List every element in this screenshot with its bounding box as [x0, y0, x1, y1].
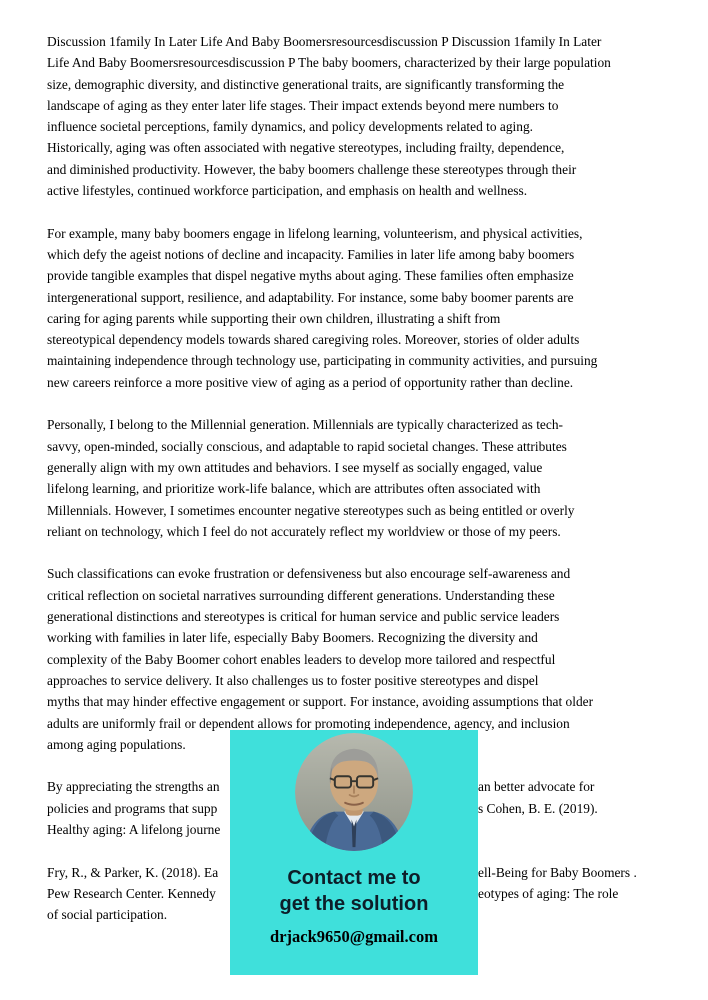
paragraph — [47, 223, 661, 393]
text-line: Millennials. However, I sometimes encounter negative stereotypes such as being entitled or overly — [47, 502, 575, 518]
text-fragment-right: ell-Being for Baby Boomers . — [478, 864, 637, 880]
text-line: working with families in later life, especially Baby Boomers. Recognizing the diversity and — [47, 630, 538, 646]
text-fragment-right: s Cohen, B. E. (2019). — [478, 800, 598, 816]
text-line: generally align with my own attitudes and behaviors. I see myself as socially engaged, value — [47, 459, 543, 475]
text-line: Historically, aging was often associated with negative stereotypes, including frailty, dependence, — [47, 140, 565, 156]
text-line: among aging populations. — [47, 736, 186, 752]
text-line: savvy, open-minded, socially conscious, and adaptable to rapid societal changes. These attributes — [47, 438, 567, 454]
text-line: reliant on technology, which I feel do not accurately reflect my worldview or those of my peers. — [47, 523, 561, 539]
contact-heading-line1: Contact me to — [287, 867, 421, 889]
text-line: provide tangible examples that dispel negative myths about aging. These families often emphasize — [47, 268, 574, 284]
text-fragment-left: Healthy aging: A lifelong journe — [47, 821, 221, 837]
text-line: complexity of the Baby Boomer cohort enables leaders to develop more tailored and respectful — [47, 651, 556, 667]
text-line: Discussion 1family In Later Life And Baby Boomersresourcesdiscussion P Discussion 1family In Later — [47, 34, 602, 49]
text-fragment-left: Pew Research Center. Kennedy — [47, 885, 216, 901]
paragraph — [47, 414, 661, 542]
text-line: caring for aging parents while supporting their own children, illustrating a shift from — [47, 310, 501, 326]
text-line: critical reflection on societal narratives surrounding different generations. Understanding these — [47, 587, 555, 603]
text-line: and diminished productivity. However, the baby boomers challenge these stereotypes through their — [47, 161, 577, 177]
text-fragment-left: of social participation. — [47, 907, 168, 923]
contact-heading — [280, 865, 429, 917]
text-line: intergenerational support, resilience, and adaptability. For instance, some baby boomer parents are — [47, 289, 574, 305]
text-fragment-left: Fry, R., & Parker, K. (2018). Ea — [47, 864, 219, 880]
text-line: maintaining independence through technology use, participating in community activities, and pursuing — [47, 353, 598, 369]
text-line: influence societal perceptions, family dynamics, and policy developments related to aging. — [47, 119, 533, 135]
text-line: myths that may hinder effective engagement or support. For instance, avoiding assumptions that older — [47, 694, 594, 710]
text-line: new careers reinforce a more positive view of aging as a period of opportunity rather than decline. — [47, 374, 574, 390]
text-line: adults are uniformly frail or dependent allows for promoting independence, agency, and inclusion — [47, 715, 570, 731]
person-portrait-icon — [295, 733, 413, 851]
text-line: approaches to service delivery. It also challenges us to foster positive stereotypes and dispel — [47, 672, 539, 688]
contact-heading-line2: get the solution — [279, 893, 429, 915]
person-portrait-image — [295, 733, 413, 851]
text-line: active lifestyles, continued workforce participation, and emphasis on health and wellness. — [47, 183, 528, 199]
text-fragment-right: an better advocate for — [478, 779, 595, 795]
paragraph — [47, 31, 661, 201]
text-fragment-right: eotypes of aging: The role — [478, 885, 619, 901]
text-line: size, demographic diversity, and distinctive generational traits, are significantly transforming the — [47, 76, 565, 92]
contact-overlay — [230, 730, 478, 975]
text-line: Personally, I belong to the Millennial generation. Millennials are typically characterized as tech- — [47, 417, 563, 433]
text-line: landscape of aging as they enter later life stages. Their impact extends beyond mere numbers to — [47, 97, 559, 113]
text-line: Such classifications can evoke frustration or defensiveness but also encourage self-awareness and — [47, 566, 571, 582]
text-line: lifelong learning, and prioritize work-life balance, which are attributes often associated with — [47, 481, 541, 497]
text-line: which defy the ageist notions of decline and incapacity. Families in later life among baby boomers — [47, 246, 575, 262]
text-line: Life And Baby Boomersresourcesdiscussion P The baby boomers, characterized by their large population — [47, 55, 611, 71]
contact-email: drjack9650@gmail.com — [270, 927, 438, 946]
text-fragment-left: By appreciating the strengths an — [47, 779, 220, 795]
text-fragment-left: policies and programs that supp — [47, 800, 218, 816]
text-line: stereotypical dependency models towards shared caregiving roles. Moreover, stories of older adults — [47, 332, 580, 348]
paragraph — [47, 563, 661, 755]
text-line: For example, many baby boomers engage in lifelong learning, volunteerism, and physical activities, — [47, 225, 583, 241]
text-line: generational distinctions and stereotypes is critical for human service and public service leaders — [47, 609, 560, 625]
